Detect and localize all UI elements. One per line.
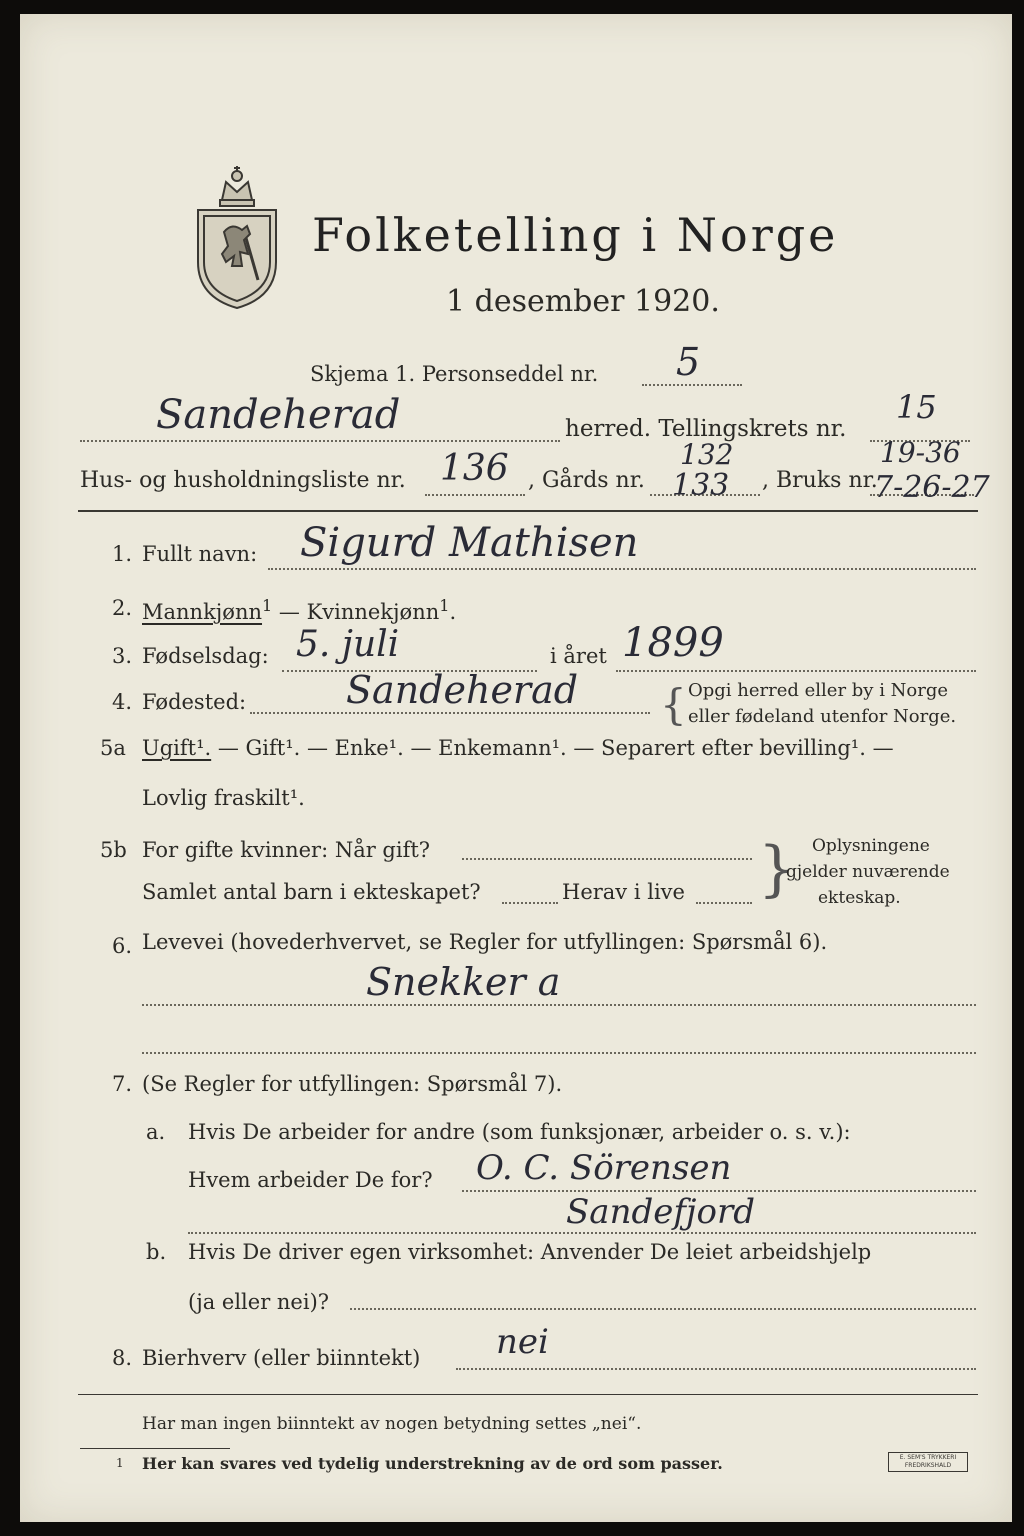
gards-label: , Gårds nr. [528,468,645,493]
footnote-mark: 1 [116,1456,124,1470]
footnote-separator [80,1448,230,1449]
footnote-text: Her kan svares ved tydelig understrekning av de ord som passer. [142,1454,723,1473]
q4-note-line1: Opgi herred eller by i Norge [688,680,949,701]
q2-male: Mannkjønn [142,600,263,624]
q4-brace: { [660,680,687,729]
tellingskrets-value: 15 [896,388,937,426]
q5b-line2: Samlet antal barn i ekteskapet? [142,880,481,904]
q5b-number: 5b [100,838,127,862]
q7a-label: Hvis De arbeider for andre (som funksjonær, arbeider o. s. v.): [188,1120,851,1144]
q6-line1 [142,1004,976,1006]
q2-separator: — [272,600,307,624]
q7a-number: a. [146,1120,166,1144]
header-divider [78,510,978,512]
q1-line [268,568,976,570]
q7a-who-value2: Sandefjord [566,1192,755,1232]
q2-line: Mannkjønn$^1$ — Kvinnekjønn$^1$. [142,596,457,624]
q5a-number: 5a [100,736,126,760]
q5b-note-line3: ekteskap. [818,888,901,908]
q3-year-line [616,670,976,672]
q3-number: 3. [112,644,133,668]
q6-value: Snekker a [366,960,561,1004]
q7b-label: Hvis De driver egen virksomhet: Anvender De leiet arbeidshjelp [188,1240,872,1264]
q4-line [250,712,650,714]
bruks-label: , Bruks nr. [762,468,878,493]
q6-number: 6. [112,934,133,958]
q2-female: Kvinnekjønn [306,600,440,624]
q5b-gift-line [462,858,752,860]
herred-label: herred. Tellingskrets nr. [565,416,847,442]
personseddel-number: 5 [676,340,701,384]
q8-value: nei [496,1322,549,1362]
q5a-line1 [142,736,894,760]
q3-label: Fødselsdag: [142,644,269,668]
q7b-line [350,1308,976,1310]
bruks-value: 7-26-27 [874,470,990,505]
census-date: 1 desember 1920. [446,284,720,319]
q7b-label2: (ja eller nei)? [188,1290,330,1314]
q8-label: Bierhverv (eller biinntekt) [142,1346,421,1370]
form-title: Folketelling i Norge [312,208,839,262]
q3-year-label: i året [550,644,607,668]
q8-number: 8. [112,1346,133,1370]
q5a-line2: Lovlig fraskilt¹. [142,786,305,810]
liste-value: 136 [440,448,509,489]
schema-label: Skjema 1. Personseddel nr. [310,362,599,386]
norwegian-coat-of-arms-icon [192,162,282,312]
q8-line [456,1368,976,1370]
q1-number: 1. [112,542,133,566]
liste-line [425,494,525,496]
personseddel-line [642,384,742,386]
liste-label: Hus- og husholdningsliste nr. [80,468,406,493]
q5b-herav: Herav i live [562,880,685,904]
q2-male-footnote: 1 [262,596,273,615]
q5a-options: — Gift¹. — Enke¹. — Enkemann¹. — Separert efter bevilling¹. — [211,736,894,760]
bruks-value-top: 19-36 [880,436,961,469]
q5b-note-line1: Oplysningene [812,836,930,856]
q2-number: 2. [112,596,133,620]
q5b-line1: For gifte kvinner: Når gift? [142,838,431,862]
q5a-ugift: Ugift¹. [142,736,212,760]
q1-label: Fullt navn: [142,542,258,566]
q7a-who-label: Hvem arbeider De for? [188,1168,433,1192]
gards-value: 133 [672,468,730,503]
q7a-who-value: O. C. Sörensen [476,1148,732,1188]
gards-value-top: 132 [680,438,734,471]
printer-stamp-line1: E. SEM'S TRYKKERI [899,1454,957,1461]
q6-line2 [142,1052,976,1054]
footer-divider [78,1394,978,1395]
printer-stamp [888,1452,968,1472]
q7-number: 7. [112,1072,133,1096]
printer-stamp-line2: FREDRIKSHALD [904,1462,952,1469]
q7a-who-line2 [188,1232,976,1234]
q6-label: Levevei (hovederhvervet, se Regler for utfyllingen: Spørsmål 6). [142,930,828,954]
q4-note-line2: eller fødeland utenfor Norge. [688,706,957,727]
herred-line [80,440,560,442]
q5b-brace: } [758,834,797,904]
q7-label: (Se Regler for utfyllingen: Spørsmål 7). [142,1072,563,1096]
q4-number: 4. [112,690,133,714]
q5b-herav-line [696,902,752,904]
q4-label: Fødested: [142,690,247,714]
q1-value: Sigurd Mathisen [300,520,639,566]
nei-note: Har man ingen biinntekt av nogen betydning settes „nei“. [142,1414,642,1434]
q3-value: 5. juli [296,624,400,665]
q5b-barn-line [502,902,558,904]
q3-year-value: 1899 [622,620,724,666]
q4-value: Sandeherad [346,668,579,712]
q5b-note-line2: gjelder nuværende [786,862,950,882]
q2-female-footnote: 1 [439,596,450,615]
herred-value: Sandeherad [156,392,401,438]
q7b-number: b. [146,1240,167,1264]
